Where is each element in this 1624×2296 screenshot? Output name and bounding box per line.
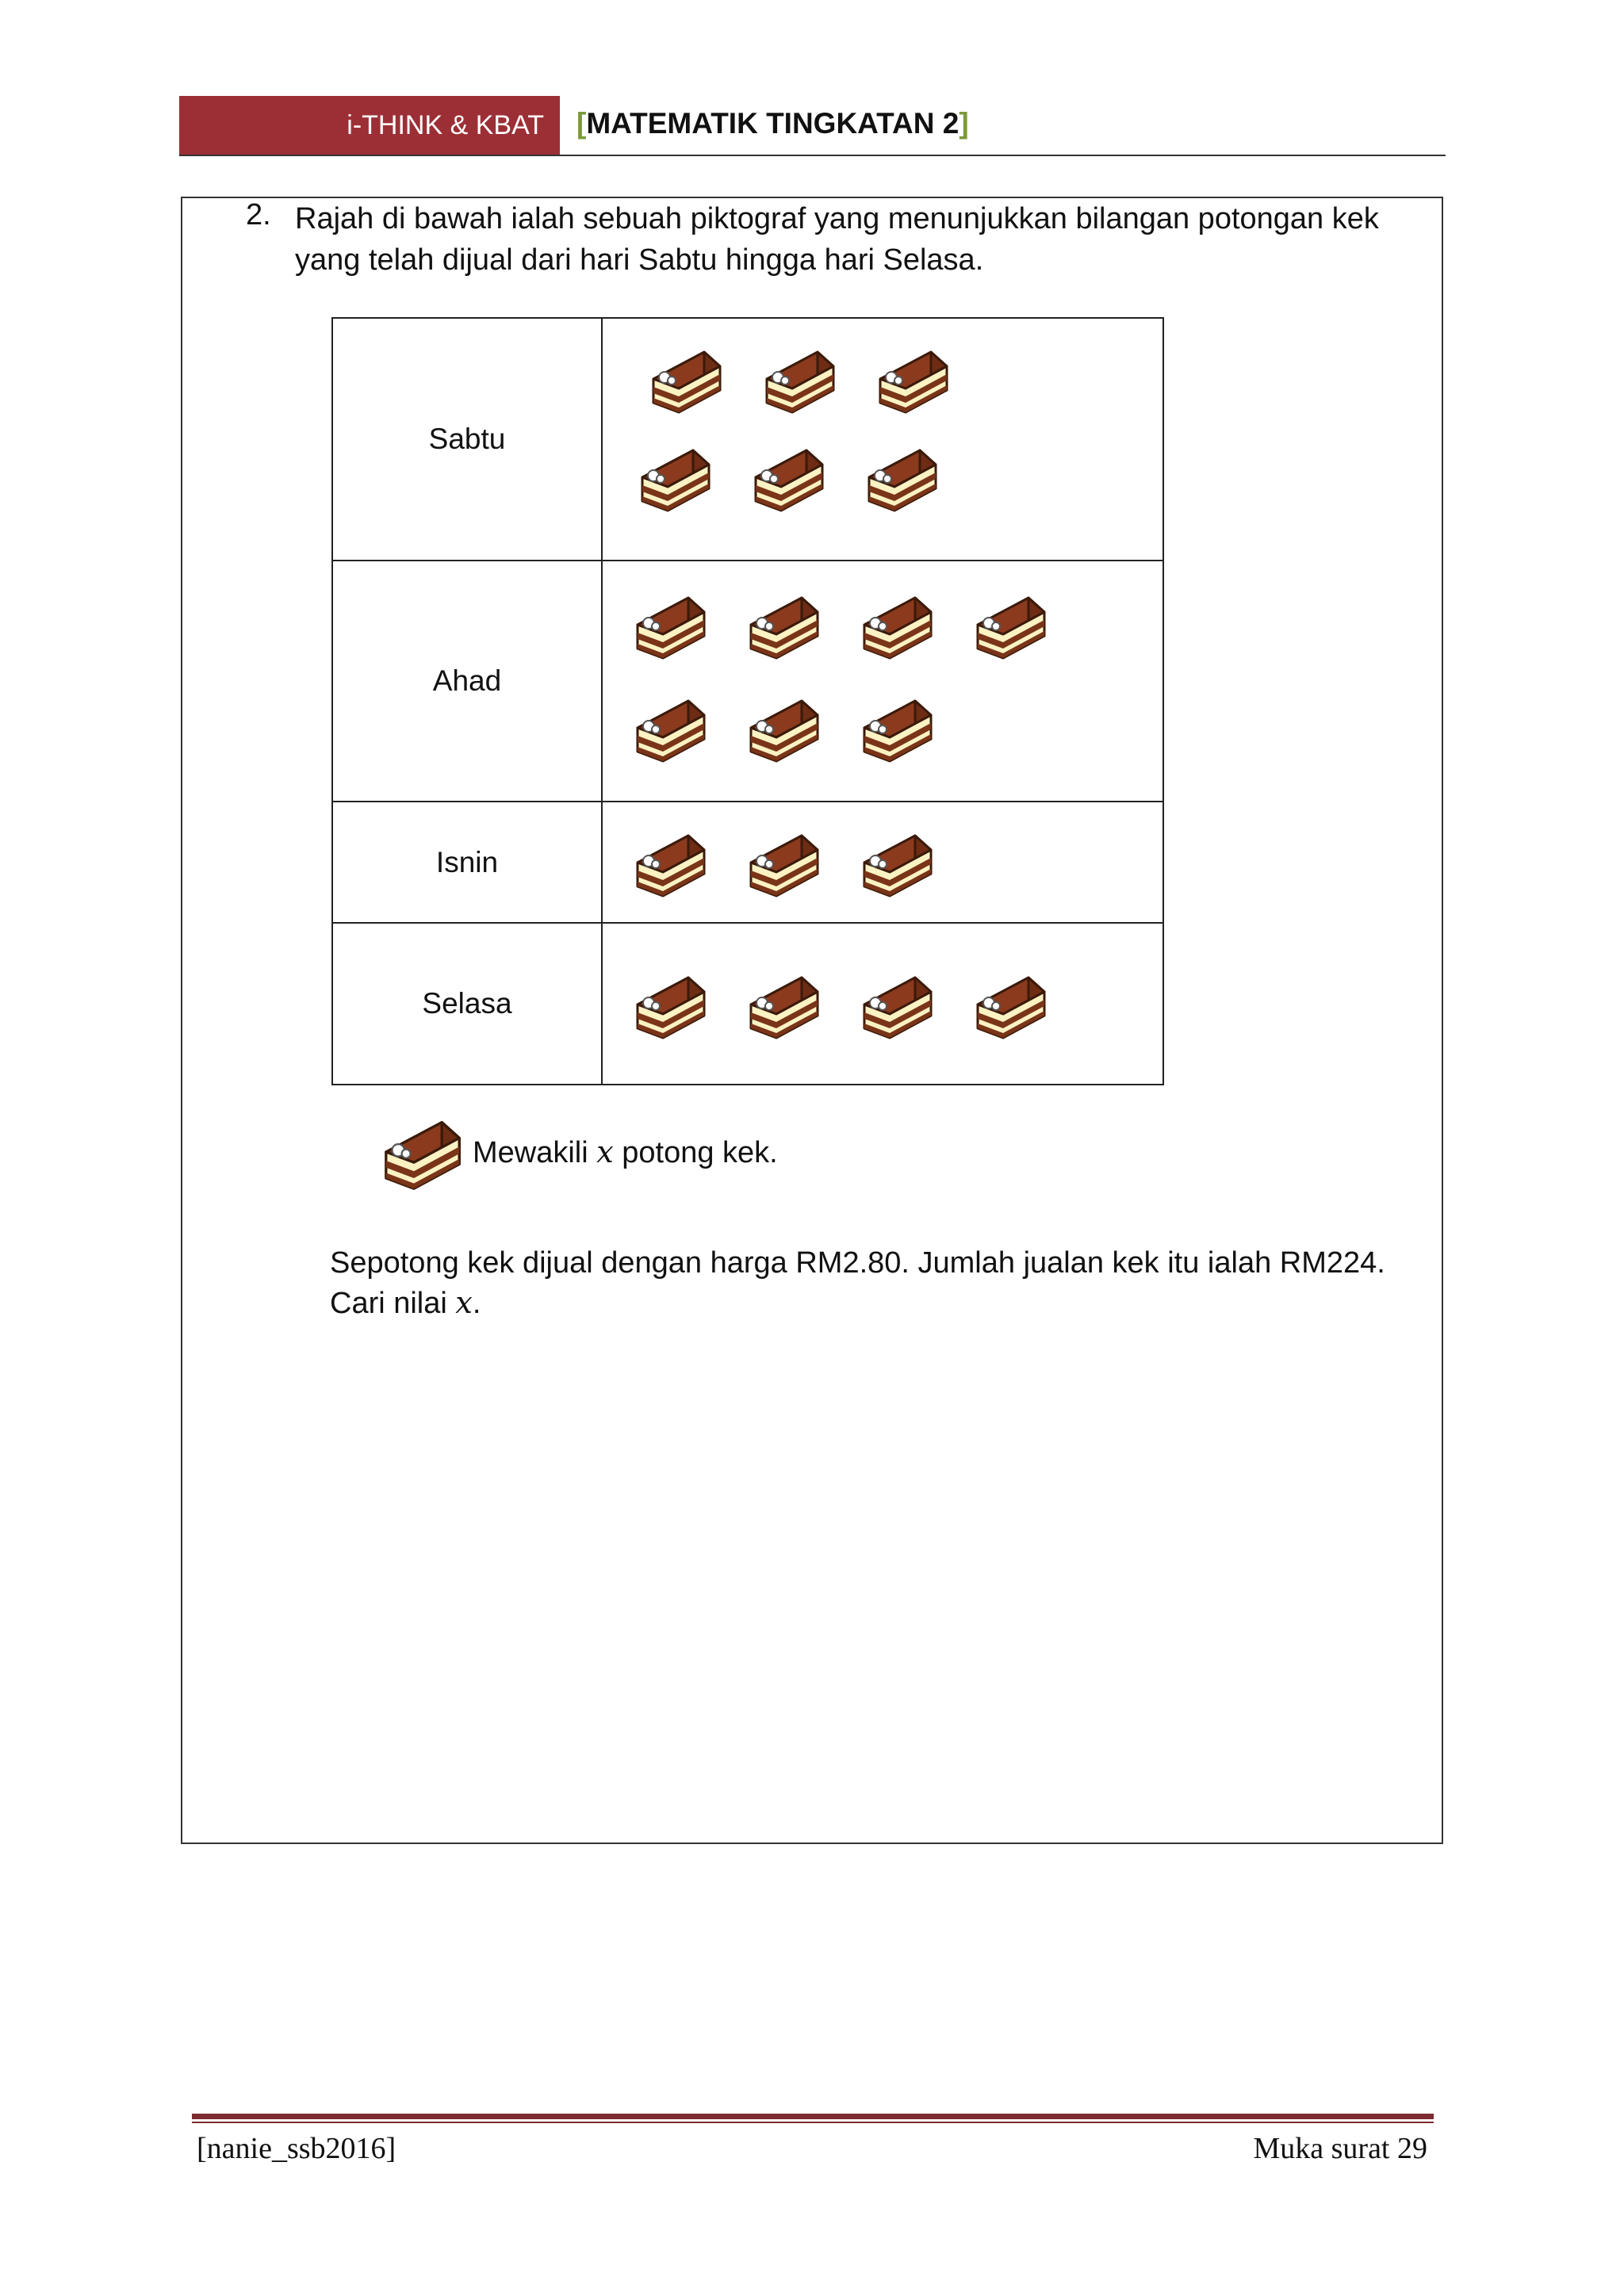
- footer-page-number: Muka surat 29: [1253, 2132, 1427, 2165]
- cake-slice-icon: [863, 438, 942, 517]
- footer-rule-thin: [192, 2122, 1434, 2123]
- footer-rule-thick: [192, 2114, 1434, 2119]
- cake-slice-icon: [858, 688, 937, 767]
- row-selasa: [332, 923, 1163, 1085]
- cake-slice-icon: [631, 823, 710, 902]
- legend-suffix: potong kek.: [613, 1135, 778, 1169]
- day-label: Selasa: [332, 923, 602, 1085]
- cake-slice-icon: [858, 823, 937, 902]
- cake-slice-icon: [379, 1108, 466, 1196]
- cake-slice-icon: [631, 688, 710, 767]
- question-text: Rajah di bawah ialah sebuah piktograf yang menunjukkan bilangan potongan kek yang telah dijual dari hari Sabtu hingga hari Selasa.: [295, 202, 1379, 277]
- page-title: [576, 107, 969, 140]
- cake-slice-icon: [745, 823, 824, 902]
- legend-variable: x: [596, 1134, 614, 1169]
- legend-text: [473, 1135, 778, 1170]
- cake-slice-icon: [760, 339, 840, 419]
- cake-slice-icon: [745, 688, 824, 767]
- legend-prefix: Mewakili: [473, 1135, 597, 1169]
- header-band: [179, 96, 560, 156]
- cake-slice-icon: [631, 585, 710, 664]
- icons-cell: [602, 318, 1163, 561]
- cake-slice-icon: [858, 585, 937, 664]
- icons-cell: [602, 802, 1163, 923]
- cake-slice-icon: [745, 585, 824, 664]
- icons-cell: [602, 923, 1163, 1085]
- title-bracket-close: ]: [959, 107, 969, 140]
- header-band-text: i-THINK & KBAT: [347, 110, 544, 140]
- cake-slice-icon: [636, 438, 715, 517]
- header-divider: [179, 155, 1446, 156]
- cake-slice-icon: [971, 965, 1051, 1044]
- title-text: MATEMATIK TINGKATAN 2: [586, 107, 959, 140]
- icons-cell: [602, 561, 1163, 802]
- day-label: Sabtu: [332, 318, 602, 561]
- cake-slice-icon: [749, 438, 829, 517]
- paragraph-end: .: [472, 1287, 481, 1320]
- pictograph-legend: [379, 1108, 778, 1196]
- cake-slice-icon: [874, 339, 953, 419]
- day-label: Ahad: [332, 561, 602, 802]
- cake-slice-icon: [745, 965, 824, 1044]
- question-paragraph: [330, 1243, 1432, 1323]
- cake-slice-icon: [647, 339, 726, 419]
- row-sabtu: [332, 318, 1163, 561]
- cake-slice-icon: [971, 585, 1051, 664]
- row-isnin: [332, 802, 1163, 923]
- paragraph-text: Sepotong kek dijual dengan harga RM2.80. Jumlah jualan kek itu ialah RM224. Cari nilai: [330, 1246, 1385, 1320]
- row-ahad: [332, 561, 1163, 802]
- pictograph-table: [331, 317, 1164, 1085]
- title-bracket-open: [: [576, 107, 587, 140]
- day-label: Isnin: [332, 802, 602, 923]
- footer-author: [nanie_ssb2016]: [197, 2132, 396, 2165]
- cake-slice-icon: [631, 965, 710, 1044]
- question-number: 2.: [246, 198, 271, 232]
- paragraph-variable: x: [455, 1285, 473, 1320]
- cake-slice-icon: [858, 965, 937, 1044]
